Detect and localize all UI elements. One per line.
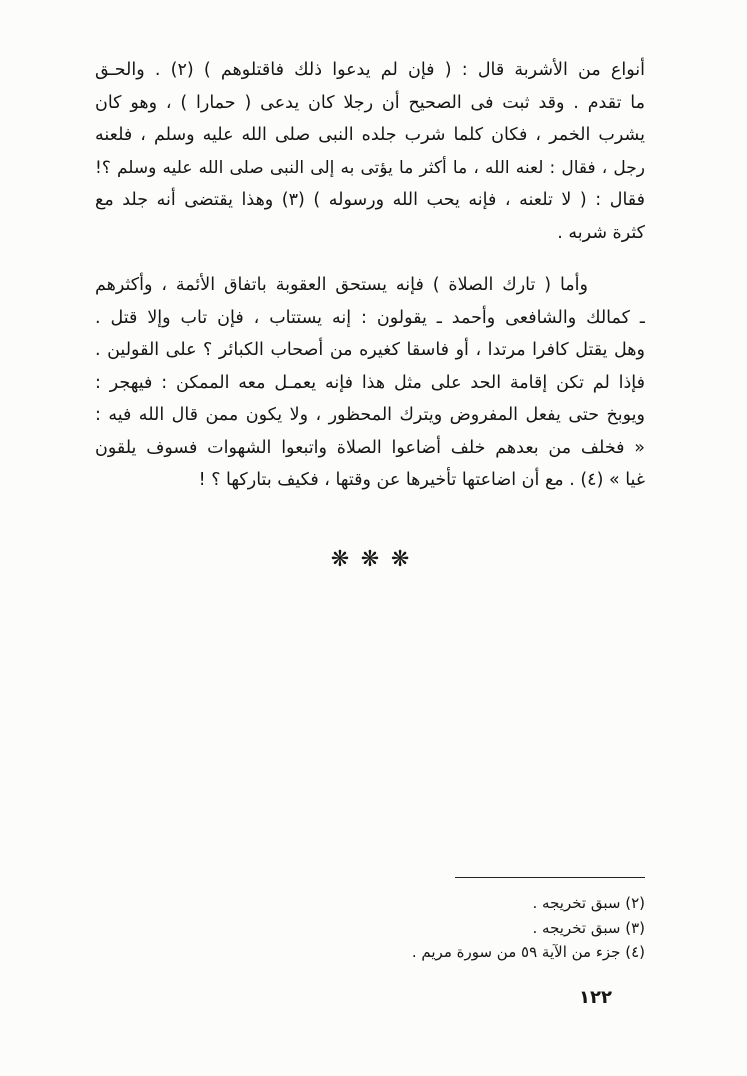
text-line: رجل ، فقال : لعنه الله ، ما أكثر ما يؤتى به إلى النبى صلى الله عليه وسلم ؟! — [95, 157, 645, 178]
text-line: فإذا لم تكن إقامة الحد على مثل هذا فإنه يعمـل معه الممكن : فيهجر : — [95, 372, 645, 393]
page-number: ١٢٢ — [579, 987, 612, 1008]
text-line: « فخلف من بعدهم خلف أضاعوا الصلاة واتبعوا الشهوات فسوف يلقون — [95, 437, 645, 458]
footnotes — [245, 891, 645, 965]
text-line: ما تقدم . وقد ثبت فى الصحيح أن رجلا كان يدعى ( حمارا ) ، وهو كان — [95, 92, 645, 113]
footnote: (٢) سبق تخريجه . — [532, 894, 645, 912]
text-line: فقال : ( لا تلعنه ، فإنه يحب الله ورسوله ) (٣) وهذا يقتضى أنه جلد مع — [95, 190, 645, 210]
footnote: (٤) جزء من الآية ٥٩ من سورة مريم . — [411, 943, 645, 961]
footnote-rule — [455, 877, 645, 878]
section-separator: ❋ ❋ ❋ — [330, 547, 410, 572]
text-line: أنواع من الأشربة قال : ( فإن لم يدعوا ذلك فاقتلوهم ) (٢) . والحـق — [95, 60, 645, 80]
text-line: وهل يقتل كافرا مرتدا ، أو فاسقا كغيره من أصحاب الكبائر ؟ على القولين . — [95, 340, 645, 360]
body-paragraph — [95, 54, 645, 249]
footnote: (٣) سبق تخريجه . — [532, 918, 645, 937]
text-line: غيا » (٤) . مع أن اضاعتها تأخيرها عن وقتها ، فكيف بتاركها ؟ ! — [198, 470, 645, 490]
text-line: يشرب الخمر ، فكان كلما شرب جلده النبى صلى الله عليه وسلم ، فلعنه — [95, 125, 645, 145]
body-paragraph — [95, 269, 645, 497]
text-line: ويوبخ حتى يفعل المفروض ويترك المحظور ، ولا يكون ممن قال الله فيه : — [95, 405, 645, 425]
text-line: كثرة شربه . — [557, 222, 645, 243]
text-line: ـ كمالك والشافعى وأحمد ـ يقولون : إنه يستتاب ، فإن تاب وإلا قتل . — [95, 307, 645, 328]
text-line: وأما ( تارك الصلاة ) فإنه يستحق العقوبة باتفاق الأئمة ، وأكثرهم — [95, 275, 588, 295]
